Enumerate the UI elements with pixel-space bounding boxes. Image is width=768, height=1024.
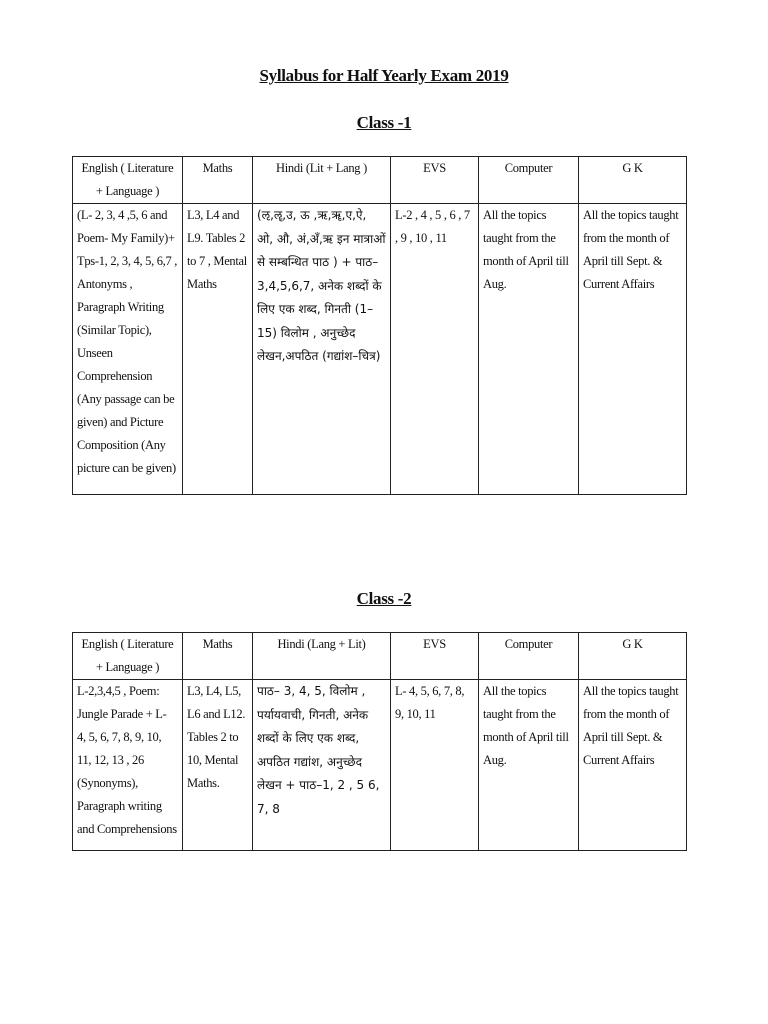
- header-maths: Maths: [183, 633, 253, 680]
- header-computer: Computer: [479, 633, 579, 680]
- cell-english: L-2,3,4,5 , Poem: Jungle Parade + L- 4, 5, 6, 7, 8, 9, 10, 11, 12, 13 , 26 (Synonyms), Paragraph writing and Comprehensions: [73, 680, 183, 851]
- header-gk: G K: [579, 157, 687, 204]
- header-gk: G K: [579, 633, 687, 680]
- cell-hindi: पाठ– 3, 4, 5, विलोम , पर्यायवाची, गिनती, अनेक शब्दों के लिए एक शब्द, अपठित गद्यांश, अनुच्छेद लेखन + पाठ–1, 2 , 5 6, 7, 8: [253, 680, 391, 851]
- header-hindi: Hindi (Lit + Lang ): [253, 157, 391, 204]
- header-english: English ( Literature + Language ): [73, 157, 183, 204]
- table-header-row: [73, 633, 687, 680]
- table-header-row: [73, 157, 687, 204]
- class-2-syllabus-table: [72, 632, 687, 851]
- cell-hindi: (ऌ,ॡ,उ, ऊ ,ऋ,ॠ,ए,ऐ, ओ, औ, अं,अँ,ऋ इन मात्राओं से सम्बन्धित पाठ ) + पाठ– 3,4,5,6,7, अनेक शब्दों के लिए एक शब्द, गिनती (1–15) विलोम , अनुच्छेद लेखन,अपठित (गद्यांश–चित्र): [253, 204, 391, 495]
- header-computer: Computer: [479, 157, 579, 204]
- cell-maths: L3, L4 and L9. Tables 2 to 7 , Mental Maths: [183, 204, 253, 495]
- cell-maths: L3, L4, L5, L6 and L12. Tables 2 to 10, Mental Maths.: [183, 680, 253, 851]
- class-2-heading: Class -2: [356, 589, 412, 608]
- cell-gk: All the topics taught from the month of April till Sept. & Current Affairs: [579, 204, 687, 495]
- class-1-heading: Class -1: [356, 113, 412, 132]
- header-hindi: Hindi (Lang + Lit): [253, 633, 391, 680]
- cell-gk: All the topics taught from the month of April till Sept. & Current Affairs: [579, 680, 687, 851]
- header-maths: Maths: [183, 157, 253, 204]
- document-title: Syllabus for Half Yearly Exam 2019: [259, 66, 509, 85]
- table-row: [73, 680, 687, 851]
- cell-computer: All the topics taught from the month of April till Aug.: [479, 680, 579, 851]
- cell-evs: L- 4, 5, 6, 7, 8, 9, 10, 11: [391, 680, 479, 851]
- cell-evs: L-2 , 4 , 5 , 6 , 7 , 9 , 10 , 11: [391, 204, 479, 495]
- header-evs: EVS: [391, 157, 479, 204]
- class-1-syllabus-table: [72, 156, 687, 495]
- header-english: English ( Literature + Language ): [73, 633, 183, 680]
- cell-computer: All the topics taught from the month of April till Aug.: [479, 204, 579, 495]
- header-evs: EVS: [391, 633, 479, 680]
- table-row: [73, 204, 687, 495]
- cell-english: (L- 2, 3, 4 ,5, 6 and Poem- My Family)+ Tps-1, 2, 3, 4, 5, 6,7 , Antonyms , Paragraph Writing (Similar Topic), Unseen Comprehension (Any passage can be given) and Picture Composition (Any picture can be given): [73, 204, 183, 495]
